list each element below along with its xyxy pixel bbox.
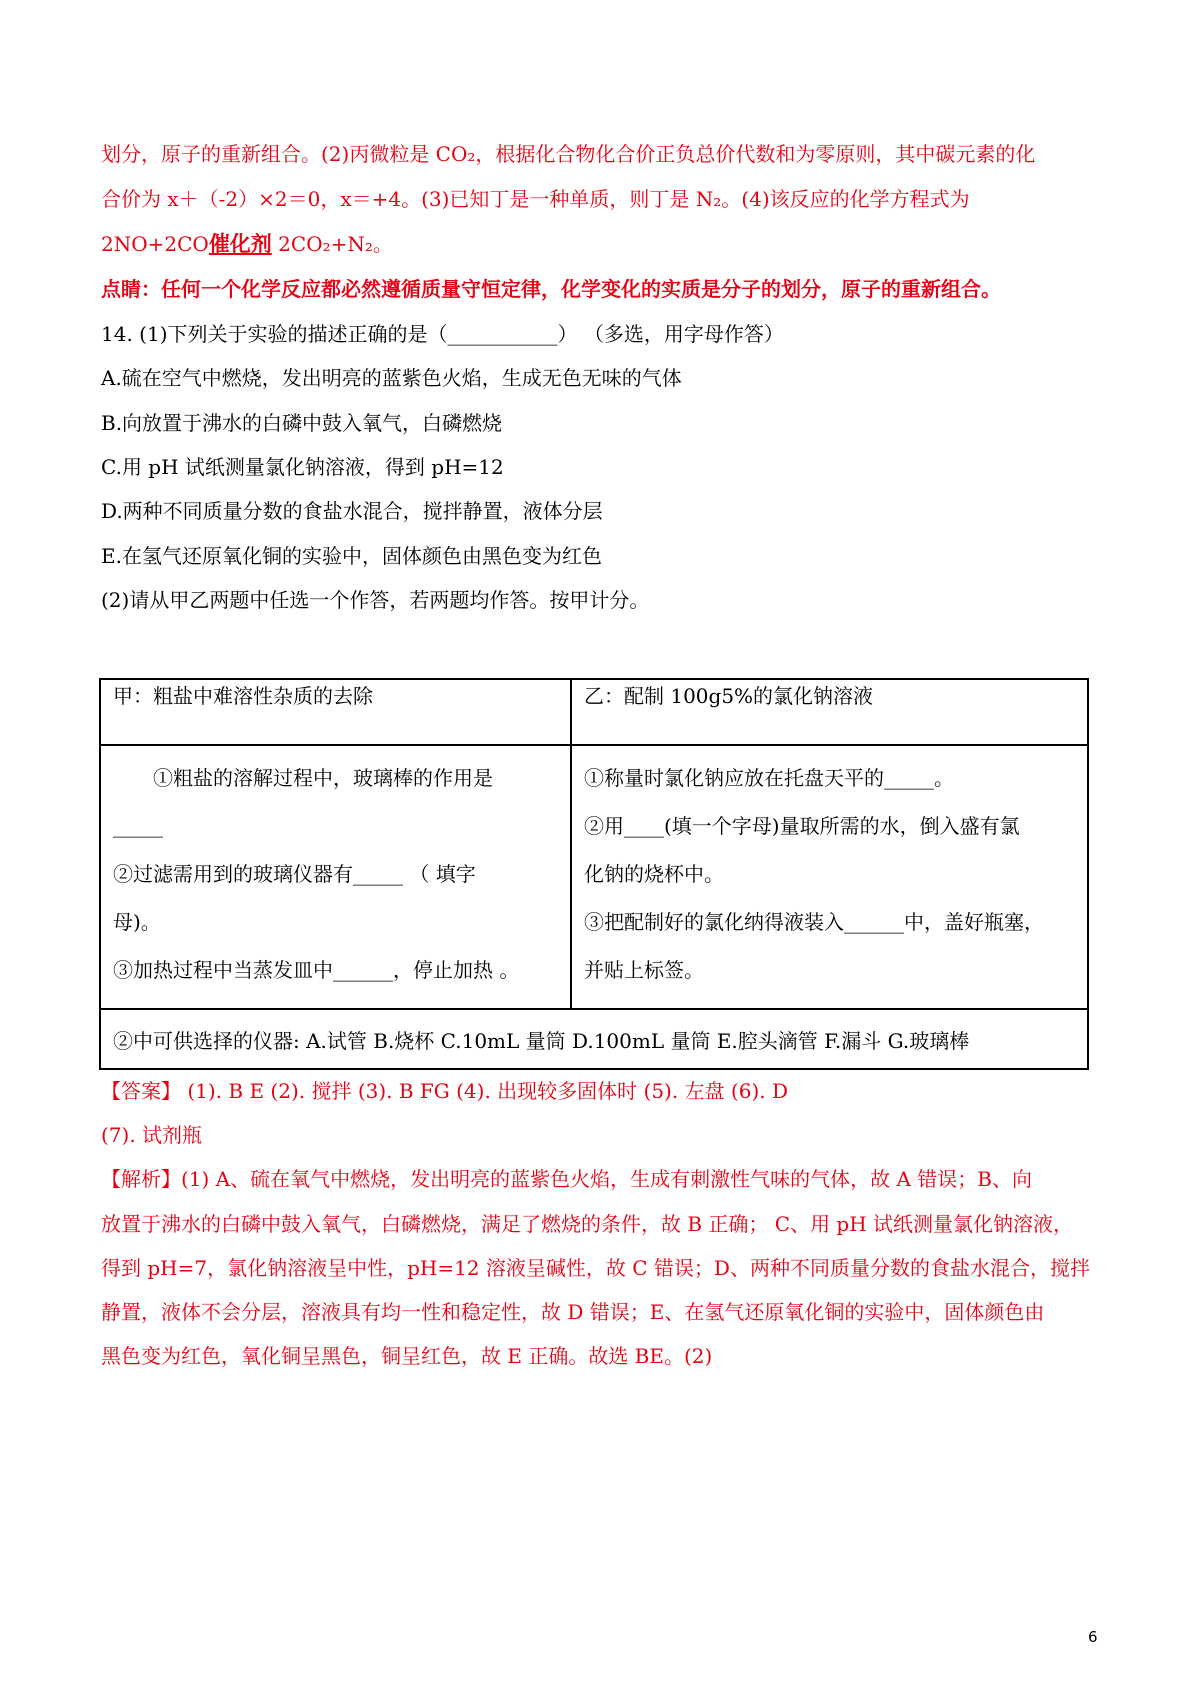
analysis-line-1: 【解析】(1) A、硫在氧气中燃烧，发出明亮的蓝紫色火焰，生成有刺激性气味的气体，故 A 错误；B、向 xyxy=(101,1167,1032,1191)
instrument-list: ②中可供选择的仪器: A.试管 B.烧杯 C.10mL 量筒 D.100mL 量筒 E.腔头滴管 F.漏斗 G.玻璃棒 xyxy=(100,1009,1088,1069)
analysis-line-4: 静置，液体不会分层，溶液具有均一性和稳定性，故 D 错误；E、在氢气还原氧化铜的实验中，固体颜色由 xyxy=(101,1300,1045,1324)
option-c: C.用 pH 试纸测量氯化钠溶液，得到 pH=12 xyxy=(101,455,504,479)
answer-line-2: (7). 试剂瓶 xyxy=(101,1123,203,1147)
jia-line-4: 母)。 xyxy=(113,910,161,934)
chemical-equation xyxy=(101,230,1101,258)
choice-table xyxy=(99,678,1089,1070)
question-stem: 14. (1)下列关于实验的描述正确的是（___________） （多选，用字母作答） xyxy=(101,322,784,346)
cell-jia xyxy=(100,745,571,1009)
option-b: B.向放置于沸水的白磷中鼓入氧气，白磷燃烧 xyxy=(101,411,503,435)
prev-answer-line-1: 划分，原子的重新组合。(2)丙微粒是 CO₂，根据化合物化合价正负总价代数和为零原则，其中碳元素的化 xyxy=(101,142,1036,166)
yi-line-3: 化钠的烧杯中。 xyxy=(584,862,724,886)
question-part-2: (2)请从甲乙两题中任选一个作答，若两题均作答。按甲计分。 xyxy=(101,588,650,612)
equation-products: 2CO₂+N₂。 xyxy=(271,232,393,256)
prev-answer-line-2: 合价为 x＋（-2）×2＝0，x＝+4。(3)已知丁是一种单质，则丁是 N₂。(4)该反应的化学方程式为 xyxy=(101,187,970,211)
analysis-line-2: 放置于沸水的白磷中鼓入氧气，白磷燃烧，满足了燃烧的条件，故 B 正确； C、用 pH 试纸测量氯化钠溶液， xyxy=(101,1212,1074,1236)
jia-line-2: _____ xyxy=(113,814,163,838)
page-number: 6 xyxy=(1088,1628,1098,1646)
yi-line-1: ①称量时氯化钠应放在托盘天平的_____。 xyxy=(584,766,954,790)
jia-line-3: ②过滤需用到的玻璃仪器有_____ （ 填字 xyxy=(113,862,476,886)
analysis-line-5: 黑色变为红色，氧化铜呈黑色，铜呈红色，故 E 正确。故选 BE。(2) xyxy=(101,1344,713,1368)
catalyst-label: 催化剂 xyxy=(208,231,272,256)
header-jia: 甲：粗盐中难溶性杂质的去除 xyxy=(100,679,571,745)
jia-line-1: ①粗盐的溶解过程中，玻璃棒的作用是 xyxy=(153,766,493,790)
jia-line-5: ③加热过程中当蒸发皿中______，停止加热 。 xyxy=(113,958,520,982)
yi-line-4: ③把配制好的氯化纳得液装入______中，盖好瓶塞， xyxy=(584,910,1044,934)
answer-line-1: 【答案】 (1). B E (2). 搅拌 (3). B FG (4). 出现较多固体时 (5). 左盘 (6). D xyxy=(101,1079,789,1103)
yi-line-5: 并贴上标签。 xyxy=(584,958,704,982)
equation-reactants: 2NO+2CO xyxy=(101,232,209,256)
option-d: D.两种不同质量分数的食盐水混合，搅拌静置，液体分层 xyxy=(101,499,603,523)
cell-yi xyxy=(571,745,1088,1009)
option-a: A.硫在空气中燃烧，发出明亮的蓝紫色火焰，生成无色无味的气体 xyxy=(101,366,682,390)
option-e: E.在氢气还原氧化铜的实验中，固体颜色由黑色变为红色 xyxy=(101,544,602,568)
yi-line-2: ②用____(填一个字母)量取所需的水，倒入盛有氯 xyxy=(584,814,1020,838)
header-yi: 乙：配制 100g5%的氯化钠溶液 xyxy=(571,679,1088,745)
analysis-line-3: 得到 pH=7，氯化钠溶液呈中性，pH=12 溶液呈碱性，故 C 错误；D、两种不同质量分数的食盐水混合，搅拌 xyxy=(101,1256,1090,1280)
tip-note: 点睛：任何一个化学反应都必然遵循质量守恒定律，化学变化的实质是分子的划分，原子的重新组合。 xyxy=(101,277,1001,301)
